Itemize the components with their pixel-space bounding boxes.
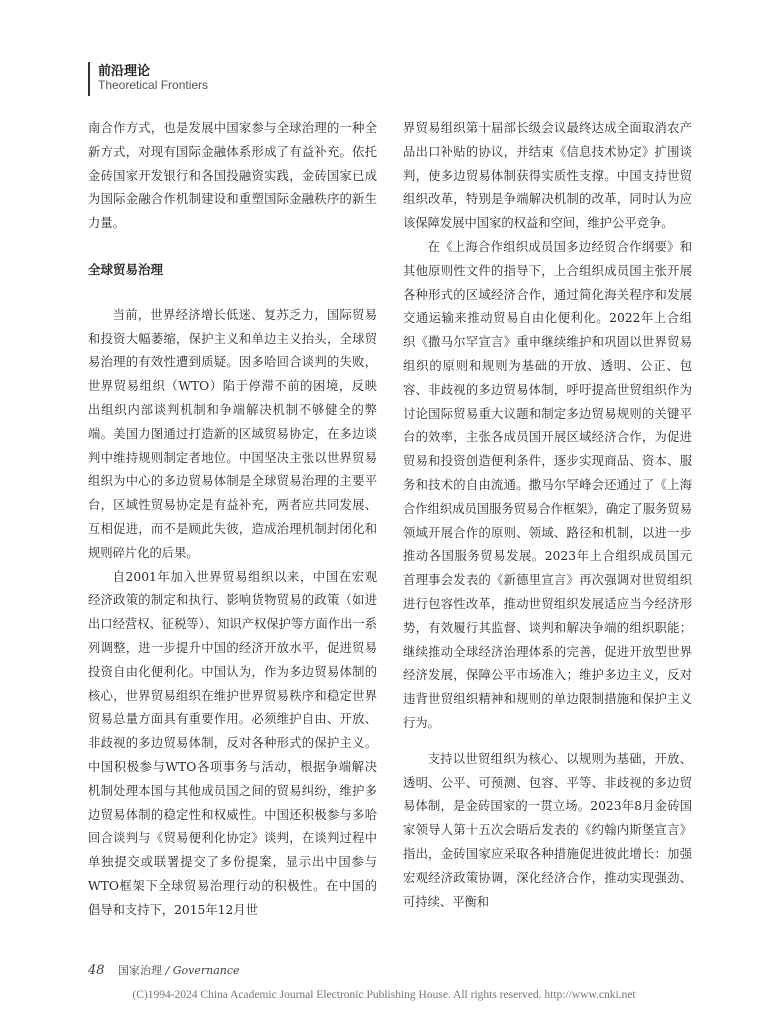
paragraph: 自2001年加入世界贸易组织以来，中国在宏观经济政策的制定和执行、影响货物贸易的政策（如进出口经营权、征税等）、知识产权保护等方面作出一系列调整，进一步提升中国的经济开放水平，促进贸易投资自由化便利化。中国认为，作为多边贸易体制的核心，世界贸易组织在维护世界贸易秩序和稳定世界贸易总量方面具有重要作用。必须维护自由、开放、非歧视的多边贸易体制，反对各种形式的保护主义。中国积极参与WTO各项事务与活动，根据争端解决机制处理本国与其他成员国之间的贸易纠纷，维护多边贸易体制的稳定性和权威性。中国还积极参与多哈回合谈判与《贸易便利化协定》谈判，在谈判过程中单独提交或联署提交了多份提案，显示出中国参与WTO框架下全球贸易治理行动的积极性。在中国的倡导和支持下，2015年12月世: [88, 569, 377, 917]
right-column: [403, 117, 692, 914]
page-footer: [88, 962, 240, 978]
left-column: [88, 117, 377, 923]
header-rule: [88, 62, 90, 96]
paragraph: 当前，世界经济增长低迷、复苏乏力，国际贸易和投资大幅萎缩，保护主义和单边主义抬头，全球贸易治理的有效性遭到质疑。因多哈回合谈判的失败，世界贸易组织（WTO）陷于停滞不前的困境，反映出组织内部谈判机制和争端解决机制不够健全的弊端。美国力图通过打造新的区域贸易协定，在多边谈判中维持规则制定者地位。中国坚决主张以世界贸易组织为中心的多边贸易体制是全球贸易治理的主要平台，区域性贸易协定是有益补充，两者应共同发展、互相促进，而不是顾此失彼，造成治理机制封闭化和规则碎片化的后果。: [88, 307, 377, 560]
journal-name-cn: 国家治理: [118, 964, 163, 977]
paragraph: 支持以世贸组织为核心、以规则为基础，开放、透明、公平、可预测、包容、平等、非歧视的多边贸易体制，是金砖国家的一贯立场。2023年8月金砖国家领导人第十五次会晤后发表的《约翰内斯堡宣言》指出，金砖国家应采取各种措施促进彼此增长：加强宏观经济政策协调，深化经济合作，推动实现强劲、可持续、平衡和: [403, 751, 692, 909]
copyright-notice: (C)1994-2024 China Academic Journal Electronic Publishing House. All rights reserved. http://www.cnki.net: [132, 989, 636, 1001]
section-label-cn: 前沿理论: [98, 64, 151, 79]
paragraph-intro: 南合作方式，也是发展中国家参与全球治理的一种全新方式，对现有国际金融体系形成了有益补充。依托金砖国家开发银行和各国投融资实践，金砖国家已成为国际金融合作机制建设和重塑国际金融秩序的新生力量。: [88, 121, 377, 231]
paragraph: 在《上海合作组织成员国多边经贸合作纲要》和其他原则性文件的指导下，上合组织成员国主张开展各种形式的区域经济合作，通过简化海关程序和发展交通运输来推动贸易自由化便利化。2022年上合组织《撒马尔罕宣言》重申继续维护和巩固以世界贸易组织的原则和规则为基础的开放、透明、公正、包容、非歧视的多边贸易体制，呼吁提高世贸组织作为讨论国际贸易重大议题和制定多边贸易规则的关键平台的效率，主张各成员国开展区域经济合作，为促进贸易和投资创造便利条件，逐步实现商品、资本、服务和技术的自由流通。撒马尔罕峰会还通过了《上海合作组织成员国服务贸易合作框架》，确定了服务贸易领域开展合作的原则、领域、路径和机制，以进一步推动各国服务贸易发展。2023年上合组织成员国元首理事会发表的《新德里宣言》再次强调对世贸组织进行包容性改革，推动世贸组织发展适应当今经济形势，有效履行其监督、谈判和解决争端的组织职能；继续推动全球经济治理体系的完善，促进开放型世界经济发展，保障公平市场准入；维护多边主义，反对违背世贸组织精神和规则的单边限制措施和保护主义行为。: [403, 239, 692, 730]
page-number: 48: [88, 963, 105, 978]
section-heading: 全球贸易治理: [88, 261, 164, 277]
journal-name-en: / Governance: [165, 964, 240, 977]
paragraph-continued: 界贸易组织第十届部长级会议最终达成全面取消农产品出口补贴的协议，并结束《信息技术协定》扩围谈判，使多边贸易体制获得实质性支撑。中国支持世贸组织改革，特别是争端解决机制的改革，同时认为应该保障发展中国家的权益和空间，维护公平竞争。: [403, 121, 692, 231]
section-label-en: Theoretical Frontiers: [98, 78, 209, 92]
